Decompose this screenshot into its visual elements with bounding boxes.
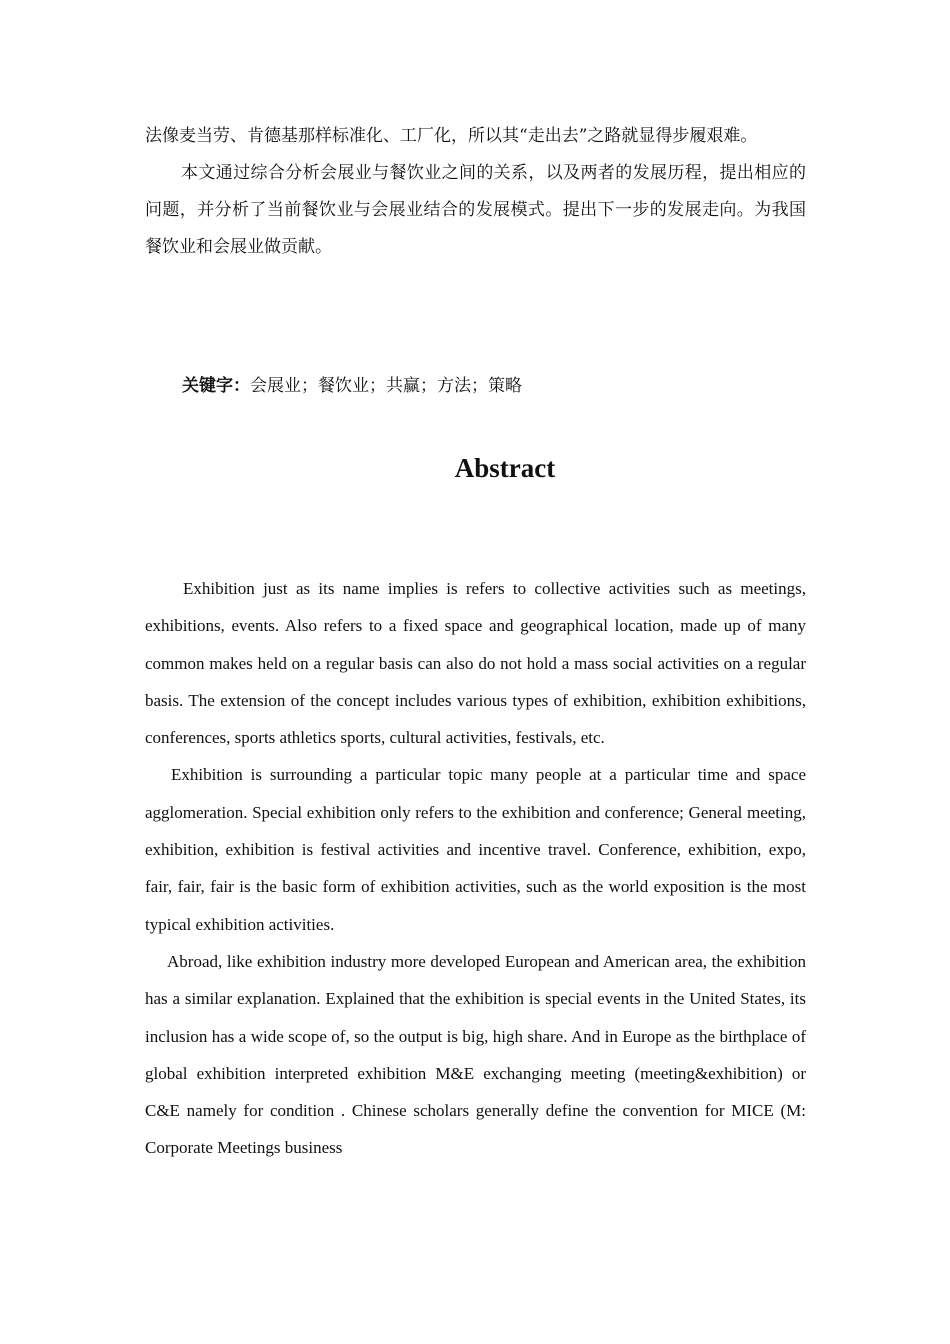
keywords-line [182, 370, 522, 402]
keywords-label: 关键字： [182, 376, 250, 396]
keywords-value: 会展业；餐饮业；共赢；方法；策略 [250, 376, 522, 396]
abstract-paragraph-1: Exhibition just as its name implies is refers to collective activities such as meetings, exhibitions, events. Also refers to a fixed space and geographical location, made up of many common makes held on a regular basis can also do not hold a mass social activities on a regular basis. The extension of the concept includes various types of exhibition, exhibition exhibitions, conferences, sports athletics sports, cultural activities, festivals, etc. [145, 579, 806, 748]
chinese-body [145, 118, 806, 266]
chinese-paragraph-1: 法像麦当劳、肯德基那样标准化、工厂化，所以其“走出去”之路就显得步履艰难。 [145, 126, 758, 146]
abstract-paragraph-3: Abroad, like exhibition industry more developed European and American area, the exhibition has a similar explanation. Explained that the exhibition is special events in the United States, its inclusion has a wide scope of, so the output is big, high share. And in Europe as the birthplace of global exhibition interpreted exhibition M&E exchanging meeting (meeting&exhibition) or C&E namely for condition . Chinese scholars generally define the convention for MICE (M: Corporate Meetings business [145, 951, 806, 1158]
abstract-title: Abstract [454, 453, 556, 483]
chinese-paragraph-2: 本文通过综合分析会展业与餐饮业之间的关系，以及两者的发展历程，提出相应的问题，并分析了当前餐饮业与会展业结合的发展模式。提出下一步的发展走向。为我国餐饮业和会展业做贡献。 [145, 163, 806, 257]
abstract-body [145, 570, 806, 1167]
abstract-paragraph-2: Exhibition is surrounding a particular topic many people at a particular time and space agglomeration. Special exhibition only refers to the exhibition and conference; General meeting, exhibition, exhibition is festival activities and incentive travel. Conference, exhibition, expo, fair, fair, fair is the basic form of exhibition activities, such as the world exposition is the most typical exhibition activities. [145, 765, 806, 934]
